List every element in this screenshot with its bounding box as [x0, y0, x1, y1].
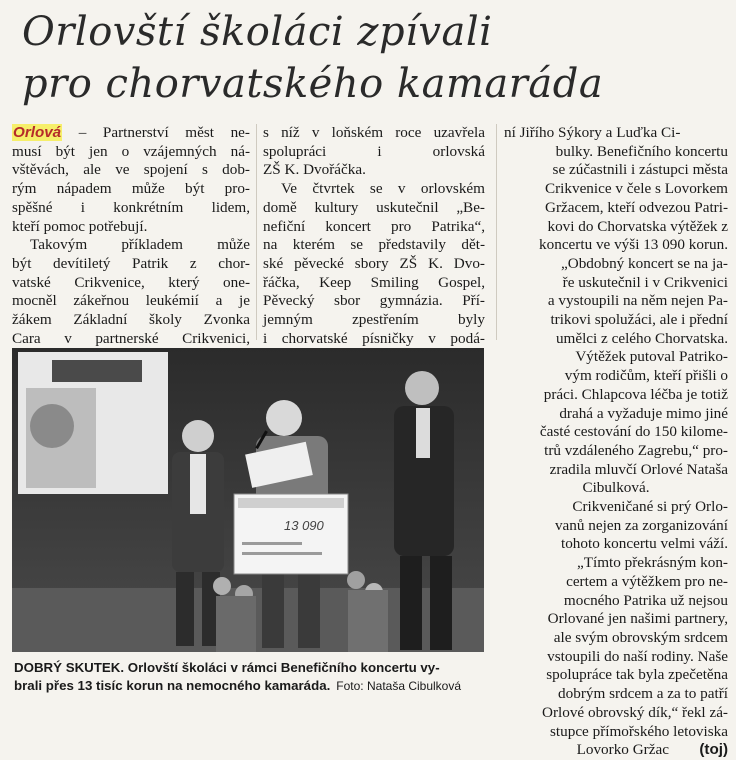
- text-line: vstoupili do naší rodiny. Naše: [547, 647, 728, 665]
- text-line: vštěvách, ale ve spojení s dob-: [12, 161, 250, 179]
- text-line: jemným zpestřením byly: [263, 311, 485, 329]
- text-line: spěšné i konkrétním lidem,: [12, 198, 250, 216]
- text-line: Orlové obrovský dík,“ řekl zá-: [542, 703, 728, 721]
- byline: (toj): [699, 741, 728, 759]
- text-line: a vystoupili na něm nejen Pa-: [547, 292, 728, 310]
- photo-caption: [14, 659, 490, 695]
- text-line: Crikvenice v čele s Lovorkem: [544, 180, 728, 198]
- text-line: dobrým srdcem a za to patří: [558, 685, 728, 703]
- text-line: řáčka, Keep Smiling Gospel,: [263, 273, 485, 291]
- cheque-amount: 13 090: [284, 518, 324, 533]
- text-line: práci. Chlapcova léčba je totiž: [543, 385, 728, 403]
- concert-photo-illustration: [12, 348, 484, 652]
- column-rule: [256, 124, 257, 340]
- article-column-3: [504, 124, 728, 760]
- text-line: mocněl zákeřnou leukémií a je: [12, 292, 250, 310]
- text-line: „Tímto překrásným kon-: [577, 554, 728, 572]
- text-line: stupce přímořského letoviska: [550, 722, 728, 740]
- text-line: ZŠ K. Dvořáčka.: [263, 161, 366, 179]
- photo-credit: Foto: Nataša Cibulková: [336, 679, 462, 693]
- text-line: umělci z celého Chorvatska.: [555, 329, 728, 347]
- text-line: trikovi spolužáci, ale i přední: [550, 311, 728, 329]
- text-fragment: Lovorko Gržac: [576, 741, 669, 759]
- text-line: být devítiletý Patrik z chor-: [12, 254, 250, 272]
- text-line: drahá a vyžaduje mimo jiné: [559, 404, 728, 422]
- text-line: Cibulková.: [582, 479, 650, 497]
- text-line: [12, 124, 250, 143]
- text-line: [504, 741, 728, 760]
- text-fragment: – Partnerství měst ne-: [62, 124, 250, 141]
- text-line: nefiční koncert pro Patrika“,: [263, 217, 485, 235]
- caption-line-2: [14, 677, 490, 695]
- text-line: Crikveničané si prý Orlo-: [572, 498, 728, 516]
- text-line: ale svým obrovským srdcem: [553, 628, 728, 646]
- text-line: kovi do Chorvatska výtěžek z: [547, 217, 728, 235]
- text-line: Takovým příkladem může: [30, 236, 250, 254]
- text-line: „Obdobný koncert se na ja-: [560, 254, 728, 272]
- text-line: rým nápadem může být pro-: [12, 180, 250, 198]
- column-rule: [496, 124, 497, 340]
- headline-line-1: Orlovští školáci zpívali: [22, 9, 493, 55]
- location-tag: Orlová: [13, 124, 62, 141]
- text-line: trů vzdáleného Zagrebu,“ pro-: [544, 441, 728, 459]
- text-line: spolupráci i orlovská: [263, 142, 485, 160]
- text-line: mocného Patrika už nejsou: [563, 591, 728, 609]
- text-line: i chorvatské písničky v podá-: [263, 329, 485, 347]
- text-line: ní Jiřího Sýkory a Luďka Ci-: [504, 124, 681, 141]
- text-line: domě kultury uskutečnil „Be-: [263, 198, 485, 216]
- text-line: ské pěvecké sbory ZŠ K. Dvo-: [263, 254, 485, 272]
- text-line: ře uskutečnil i v Crikvenici: [562, 273, 728, 291]
- caption-text: brali přes 13 tisíc korun na nemocného kamaráda.: [14, 678, 331, 693]
- text-line: musí být jen o vzájemných ná-: [12, 142, 250, 160]
- headline: [22, 6, 722, 110]
- article-column-2: [263, 124, 485, 348]
- text-line: časté cestování do 150 kilome-: [539, 423, 728, 441]
- text-line: Ve čtvrtek se v orlovském: [281, 180, 485, 198]
- text-line: tohoto koncertu velmi váží.: [560, 535, 728, 553]
- caption-line-1: DOBRÝ SKUTEK. Orlovští školáci v rámci Benefičního koncertu vy-: [14, 660, 440, 675]
- text-line: vanů nejen za zorganizování: [554, 516, 728, 534]
- text-line: zradila mluvčí Orlové Nataša: [549, 460, 728, 478]
- text-line: koncertu ve výši 13 090 korun.: [539, 236, 728, 254]
- article-photo: [12, 348, 484, 652]
- text-line: žákem Základní školy Zvonka: [12, 311, 250, 329]
- headline-line-2: pro chorvatského kamaráda: [22, 61, 604, 107]
- article-column-1: [12, 124, 250, 348]
- text-line: kteří pomoc potřebují.: [12, 217, 148, 235]
- text-line: Pěvecký sbor gymnázia. Pří-: [263, 292, 485, 310]
- text-line: vatské Crikvenice, který one-: [12, 273, 250, 291]
- text-line: certem a výtěžkem pro ne-: [566, 572, 728, 590]
- text-line: bulky. Benefičního koncertu: [555, 142, 728, 160]
- text-line: Orlované jen našimi partnery,: [547, 610, 728, 628]
- text-line: Gržacem, kteří odvezou Patri-: [544, 198, 728, 216]
- text-line: spolupráce tak byla zpečetěna: [546, 666, 728, 684]
- text-line: Výtěžek putoval Patriko-: [575, 348, 728, 366]
- text-line: na kterém se představily dět-: [263, 236, 485, 254]
- text-line: s níž v loňském roce uzavřela: [263, 124, 485, 141]
- text-line: vým rodičům, kteří přišli o: [564, 367, 728, 385]
- text-line: Cara v partnerské Crikvenici,: [12, 329, 250, 347]
- text-line: se zúčastnili i zástupci města: [552, 161, 728, 179]
